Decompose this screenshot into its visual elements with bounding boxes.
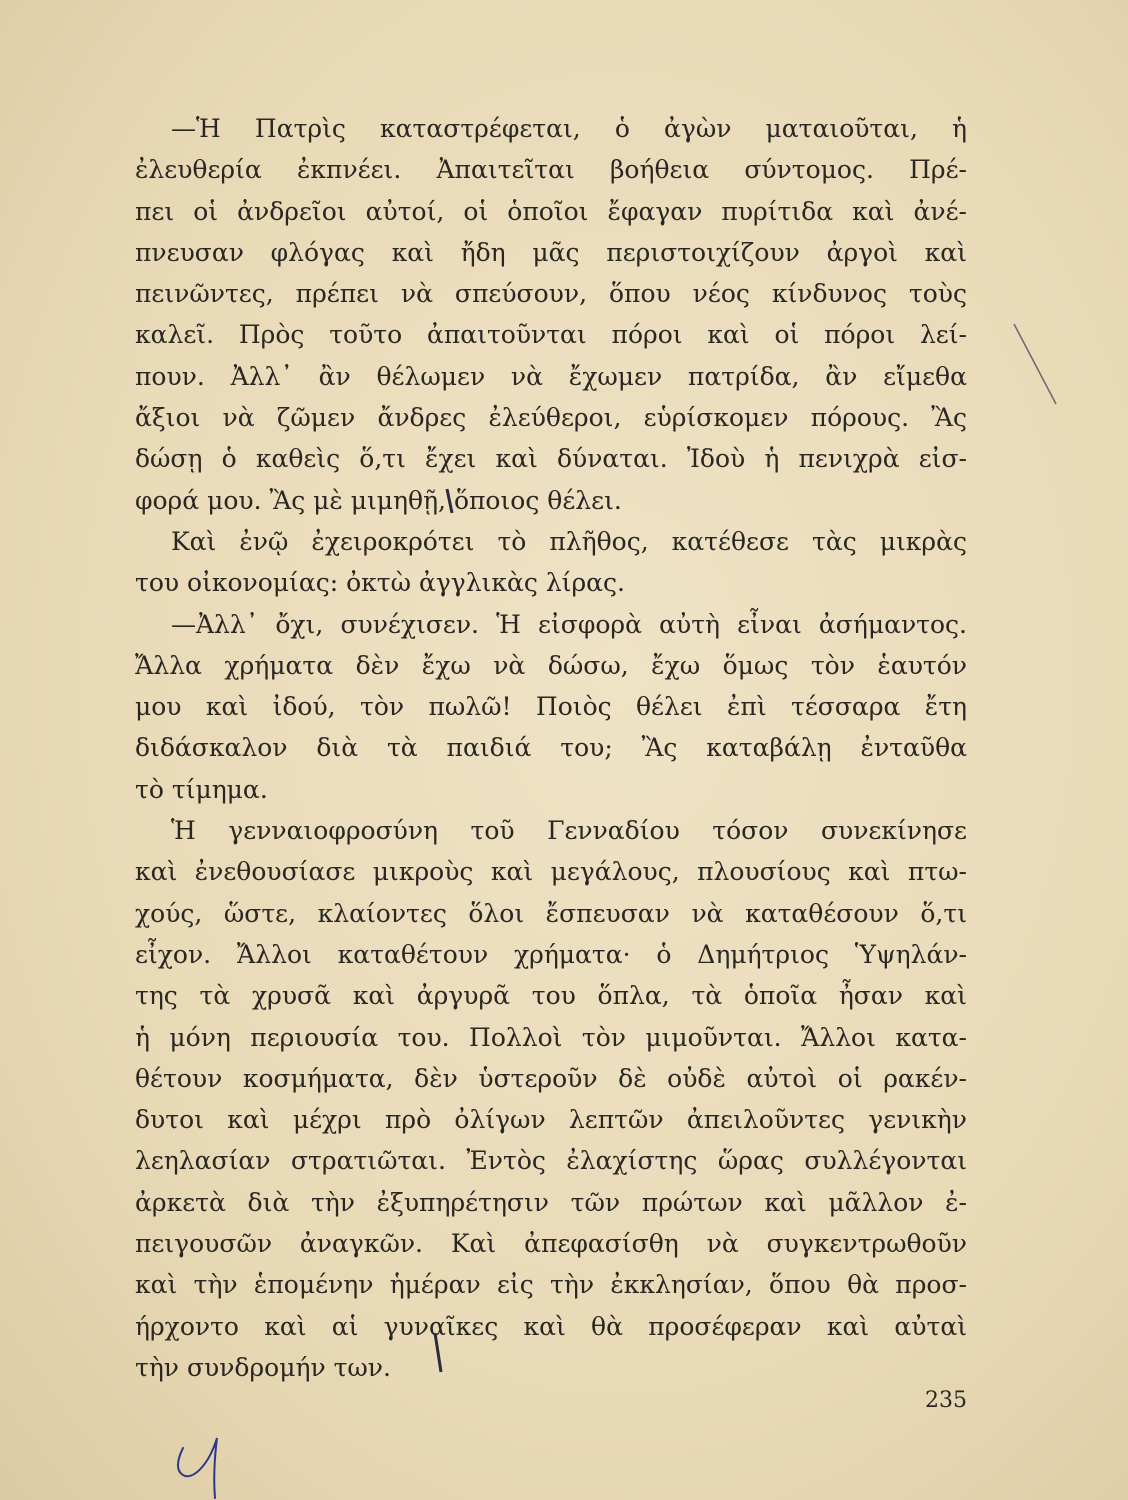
text-line: διδάσκαλον διὰ τὰ παιδιά του; Ἂς καταβάλῃ ἐνταῦθα <box>135 733 967 763</box>
text-line: πειγουσῶν ἀναγκῶν. Καὶ ἀπεφασίσθη νὰ συγκεντρωθοῦν <box>135 1229 967 1259</box>
text-line: ήρχοντο καὶ αἱ γυναῖκες καὶ θὰ προσέφεραν καὶ αὐταὶ <box>135 1311 967 1341</box>
text-line: δυτοι καὶ μέχρι πρὸ ὀλίγων λεπτῶν ἀπειλοῦντες γενικὴν <box>135 1105 967 1135</box>
text-line: πεινῶντες, πρέπει νὰ σπεύσουν, ὅπου νέος κίνδυνος τοὺς <box>135 279 967 309</box>
text-line: τὴν συνδρομήν των. <box>135 1352 391 1382</box>
text-line: λεηλασίαν στρατιῶται. Ἐντὸς ἐλαχίστης ὥρας συλλέγονται <box>135 1146 967 1176</box>
text-line: Καὶ ἐνῷ ἐχειροκρότει τὸ πλῆθος, κατέθεσε τὰς μικρὰς <box>171 526 967 556</box>
text-line: εἶχον. Ἄλλοι καταθέτουν χρήματα· ὁ Δημήτριος Ὑψηλάν- <box>135 939 967 969</box>
text-line: πουν. Ἀλλ᾿ ἂν θέλωμεν νὰ ἔχωμεν πατρίδα, ἂν εἴμεθα <box>135 361 967 391</box>
text-line: ἀρκετὰ διὰ τὴν ἐξυπηρέτησιν τῶν πρώτων καὶ μᾶλλον ἐ- <box>135 1187 967 1217</box>
text-line: τὸ τίμημα. <box>135 774 268 804</box>
body-text <box>135 108 967 1388</box>
pencil-tick-mark <box>444 486 456 516</box>
text-line: ἐλευθερία ἐκπνέει. Ἀπαιτεῖται βοήθεια σύντομος. Πρέ- <box>135 155 967 185</box>
text-line: καλεῖ. Πρὸς τοῦτο ἀπαιτοῦνται πόροι καὶ οἱ πόροι λεί- <box>135 320 967 350</box>
text-line: του οἰκονομίας: ὀκτὼ ἀγγλικὰς λίρας. <box>135 568 625 598</box>
pencil-tick-mark <box>432 1330 446 1376</box>
page-number: 235 <box>925 1388 967 1413</box>
text-line: φορά μου. Ἂς μὲ μιμηθῇ, ὅποιος θέλει. <box>135 485 622 515</box>
text-line: χούς, ὥστε, κλαίοντες ὅλοι ἔσπευσαν νὰ καταθέσουν ὅ,τι <box>135 898 967 928</box>
text-line: δώσῃ ὁ καθεὶς ὅ,τι ἔχει καὶ δύναται. Ἰδοὺ ἡ πενιχρὰ εἰσ- <box>135 444 967 474</box>
handwritten-number-1 <box>165 1420 255 1500</box>
text-line: Ἡ γενναιοφροσύνη τοῦ Γενναδίου τόσον συνεκίνησε <box>171 816 967 846</box>
text-line: της τὰ χρυσᾶ καὶ ἀργυρᾶ του ὅπλα, τὰ ὁποῖα ἦσαν καὶ <box>135 981 967 1011</box>
text-line: ἡ μόνη περιουσία του. Πολλοὶ τὸν μιμοῦνται. Ἄλλοι κατα- <box>135 1022 967 1052</box>
text-line: —Ἀλλ᾿ ὄχι, συνέχισεν. Ἡ εἰσφορὰ αὐτὴ εἶναι ἀσήμαντος. <box>171 609 967 639</box>
text-line: ἄξιοι νὰ ζῶμεν ἄνδρες ἐλεύθεροι, εὑρίσκομεν πόρους. Ἂς <box>135 403 967 433</box>
text-line: μου καὶ ἰδού, τὸν πωλῶ! Ποιὸς θέλει ἐπὶ τέσσαρα ἔτη <box>135 692 967 722</box>
text-line: καὶ ἐνεθουσίασε μικροὺς καὶ μεγάλους, πλουσίους καὶ πτω- <box>135 857 967 887</box>
text-line: —Ἡ Πατρὶς καταστρέφεται, ὁ ἀγὼν ματαιοῦται, ἡ <box>171 114 967 143</box>
text-line: Ἄλλα χρήματα δὲν ἔχω νὰ δώσω, ἔχω ὅμως τὸν ἑαυτόν <box>135 650 967 680</box>
text-line: θέτουν κοσμήματα, δὲν ὑστεροῦν δὲ οὐδὲ αὐτοὶ οἱ ρακέν- <box>135 1063 967 1093</box>
text-line: πει οἱ ἀνδρεῖοι αὐτοί, οἱ ὁποῖοι ἔφαγαν πυρίτιδα καὶ ἀνέ- <box>135 196 967 226</box>
text-line: πνευσαν φλόγας καὶ ἤδη μᾶς περιστοιχίζουν ἀργοὶ καὶ <box>135 237 967 267</box>
text-line: καὶ τὴν ἑπομένην ἡμέραν εἰς τὴν ἐκκλησίαν, ὅπου θὰ προσ- <box>135 1270 967 1300</box>
pencil-slash-mark <box>1010 320 1060 410</box>
